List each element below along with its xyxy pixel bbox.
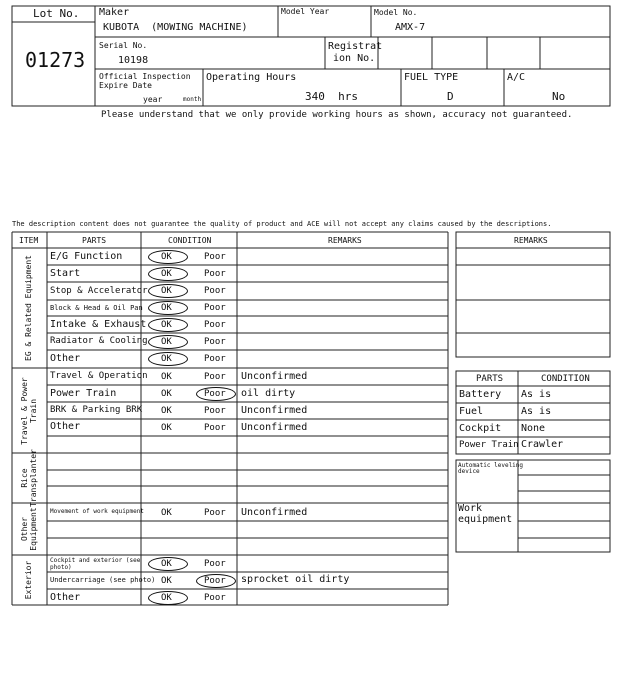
selected-ok-circle <box>148 267 188 281</box>
travel-part-label: BRK & Parking BRK <box>50 405 143 415</box>
operating-hours-value: 340 hrs <box>305 90 358 103</box>
selected-ok-circle <box>148 250 188 264</box>
side-table-condition: None <box>521 423 546 434</box>
condition-ok: OK <box>161 593 172 603</box>
condition-poor: Poor <box>204 576 226 586</box>
condition-poor: Poor <box>204 389 226 399</box>
condition-ok: OK <box>161 576 172 586</box>
registration-label-line1: Registrat <box>328 41 383 52</box>
condition-poor: Poor <box>204 354 226 364</box>
hours-disclaimer: Please understand that we only provide working hours as shown, accuracy not guaranteed. <box>101 110 573 120</box>
selected-ok-circle <box>148 284 188 298</box>
inspection-label-line2: Expire Date <box>99 81 152 90</box>
condition-ok: OK <box>161 559 172 569</box>
other-equipment-part-label: Movement of work equipment <box>50 508 144 515</box>
column-header-item: ITEM <box>19 236 39 245</box>
inspection-label-line1: Official Inspection <box>99 72 191 81</box>
condition-ok: OK <box>161 372 172 382</box>
fuel-type-value: D <box>447 90 454 103</box>
condition-poor: Poor <box>204 559 226 569</box>
maker-label: Maker <box>99 7 130 18</box>
fuel-type-label: FUEL TYPE <box>404 72 459 83</box>
section-label-travel: Travel & Power Train <box>20 377 38 445</box>
lot-no-label: Lot No. <box>33 7 80 20</box>
exterior-remark: sprocket oil dirty <box>241 574 350 585</box>
registration-label-line2: ion No. <box>333 53 376 64</box>
lot-number: 01273 <box>25 48 86 72</box>
section-label-other-equipment: Other Equipment <box>20 507 38 551</box>
year-label: year <box>143 95 163 104</box>
eg-part-label: Block & Head & Oil Pan <box>50 304 143 312</box>
eg-part-label: Stop & Accelerator <box>50 286 148 296</box>
condition-ok: OK <box>161 354 172 364</box>
side-table-condition: Crawler <box>521 439 564 450</box>
side-table-condition: As is <box>521 406 552 417</box>
serial-no-label: Serial No. <box>99 41 148 50</box>
side-table-condition-header: CONDITION <box>541 374 590 384</box>
condition-ok: OK <box>161 286 172 296</box>
section-label-eg: EG & Related Equipment <box>24 255 33 361</box>
condition-poor: Poor <box>204 372 226 382</box>
condition-ok: OK <box>161 269 172 279</box>
selected-ok-circle <box>148 301 188 315</box>
model-no-label: Model No. <box>374 8 418 17</box>
column-header-condition: CONDITION <box>168 236 212 245</box>
serial-no-value: 10198 <box>118 55 149 66</box>
travel-remark: Unconfirmed <box>241 405 308 416</box>
condition-ok: OK <box>161 406 172 416</box>
column-header-remarks: REMARKS <box>328 236 362 245</box>
condition-ok: OK <box>161 423 172 433</box>
condition-ok: OK <box>161 252 172 262</box>
condition-poor: Poor <box>204 303 226 313</box>
model-year-label: Model Year <box>281 7 330 16</box>
condition-poor: Poor <box>204 286 226 296</box>
travel-part-label: Power Train <box>50 388 117 399</box>
month-label: month <box>183 96 202 103</box>
model-no-value: AMX-7 <box>395 22 426 33</box>
travel-remark: Unconfirmed <box>241 371 308 382</box>
condition-poor: Poor <box>204 320 226 330</box>
eg-part-label: E/G Function <box>50 251 123 262</box>
ac-value: No <box>552 90 566 103</box>
right-column-header-remarks: REMARKS <box>514 236 548 245</box>
side-table-part: Battery <box>459 389 502 400</box>
selected-ok-circle <box>148 352 188 366</box>
selected-ok-circle <box>148 591 188 605</box>
eg-part-label: Intake & Exhaust <box>50 319 147 330</box>
travel-part-label: Other <box>50 421 81 432</box>
work-equipment-label-line1: Work <box>458 503 483 514</box>
eg-part-label: Start <box>50 268 81 279</box>
auto-leveling-label-line1: Automatic leveling <box>458 462 524 469</box>
selected-poor-circle <box>196 387 236 401</box>
selected-ok-circle <box>148 335 188 349</box>
description-disclaimer: The description content does not guarantee the quality of product and ACE will not accept any claims caused by the descriptions. <box>12 220 552 228</box>
work-equipment-label-line2: equipment <box>458 514 513 525</box>
travel-remark: Unconfirmed <box>241 422 308 433</box>
condition-poor: Poor <box>204 406 226 416</box>
side-table-part: Fuel <box>459 406 484 417</box>
eg-part-label: Other <box>50 353 81 364</box>
selected-ok-circle <box>148 318 188 332</box>
condition-poor: Poor <box>204 337 226 347</box>
condition-poor: Poor <box>204 252 226 262</box>
auto-leveling-label-line2: device <box>458 468 480 475</box>
side-table-condition: As is <box>521 389 552 400</box>
condition-poor: Poor <box>204 423 226 433</box>
section-label-exterior: Exterior <box>24 560 33 600</box>
condition-ok: OK <box>161 303 172 313</box>
condition-poor: Poor <box>204 269 226 279</box>
eg-part-label: Radiator & Cooling <box>50 336 148 346</box>
exterior-part-label: Undercarriage (see photo) <box>50 576 156 584</box>
operating-hours-label: Operating Hours <box>206 72 297 83</box>
condition-poor: Poor <box>204 593 226 603</box>
travel-remark: oil dirty <box>241 388 296 399</box>
side-table-parts-header: PARTS <box>476 374 504 384</box>
side-table-part: Power Train <box>459 440 519 450</box>
exterior-part-label: Other <box>50 592 81 603</box>
travel-part-label: Travel & Operation <box>50 371 148 381</box>
exterior-part-label: Cockpit and exterior (see <box>50 557 141 564</box>
other-equipment-remark: Unconfirmed <box>241 507 308 518</box>
condition-poor: Poor <box>204 508 226 518</box>
maker-value: KUBOTA (MOWING MACHINE) <box>103 22 248 33</box>
condition-ok: OK <box>161 508 172 518</box>
section-label-rice: Rice Transplanter <box>20 449 38 507</box>
selected-poor-circle <box>196 574 236 588</box>
condition-ok: OK <box>161 389 172 399</box>
condition-ok: OK <box>161 337 172 347</box>
column-header-parts: PARTS <box>82 236 107 245</box>
exterior-part-label: photo) <box>50 564 72 571</box>
ac-label: A/C <box>507 72 526 83</box>
side-table-part: Cockpit <box>459 423 502 434</box>
condition-ok: OK <box>161 320 172 330</box>
selected-ok-circle <box>148 557 188 571</box>
